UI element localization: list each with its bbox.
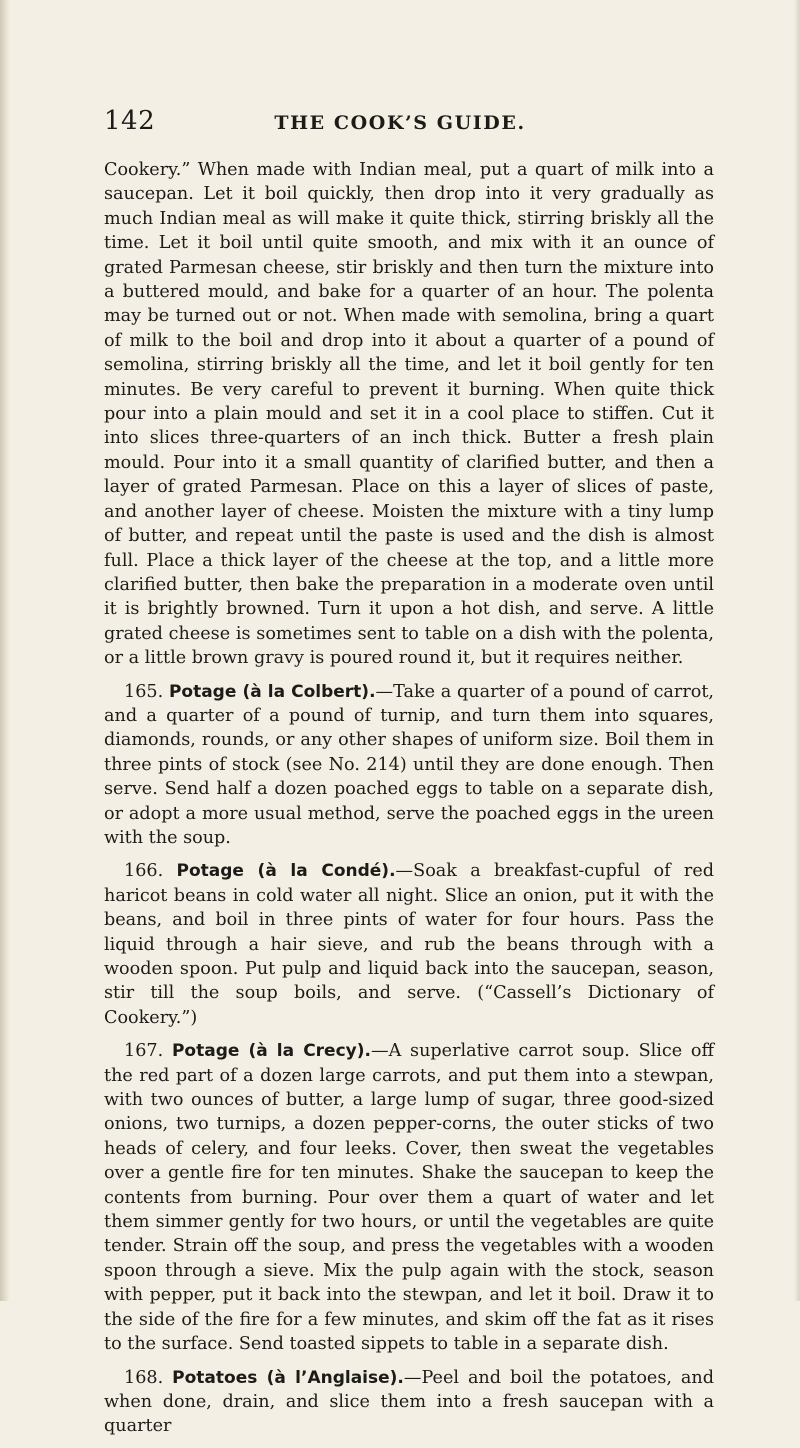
page-number: 142 — [104, 106, 156, 136]
recipe-entry-167 — [104, 1039, 714, 1356]
entry-text: —Peel and boil the potatoes, and when done, drain, and slice them into a fresh saucepan with a quarter — [104, 1367, 714, 1437]
entry-number: 168. — [124, 1367, 164, 1388]
entry-title: Potatoes (à l’Anglaise). — [172, 1367, 404, 1388]
entry-number: 167. — [124, 1041, 164, 1062]
page-edge — [794, 0, 800, 1301]
entry-text: —A superlative carrot soup. Slice off the red part of a dozen large carrots, and put them into a stewpan, with two ounces of butter, a large lump of sugar, three good-sized onions, two turnips, a dozen pepper-corns, the outer sticks of two heads of celery, and four leeks. Cover, then sweat the vegetables over a gentle fire for ten minutes. Shake the saucepan to keep the contents from burning. Pour over them a quart of water and let them simmer gently for two hours, or until the vegetables are quite tender. Strain off the soup, and press the vegetables with a wooden spoon through a sieve. Mix the pulp again with the stock, season with pepper, put it back into the stewpan, and let it boil. Draw it to the side of the fire for a few minutes, and skim off the fat as it rises to the surface. Send toasted sippets to table in a separate dish. — [104, 1041, 715, 1355]
body-text — [104, 158, 714, 1448]
recipe-entry-165 — [104, 680, 714, 851]
entry-title: Potage (à la Colbert). — [168, 681, 376, 702]
entry-text: —Soak a breakfast-cupful of red haricot beans in cold water all night. Slice an onion, put it with the beans, and boil in three pints of water for four hours. Pass the liquid through a hair sieve, and rub the beans through with a wooden spoon. Put pulp and liquid back into the saucepan, season, stir till the soup boils, and serve. (“Cassell’s Dictionary of Cookery.”) — [104, 861, 715, 1028]
continuation-paragraph: Cookery.” When made with Indian meal, put a quart of milk into a saucepan. Let it boil quickly, then drop into it very gradually as much Indian meal as will make it quite thick, stirring briskly all the time. Let it boil until quite smooth, and mix with it an ounce of grated Parmesan cheese, stir briskly and then turn the mixture into a buttered mould, and bake for a quarter of an hour. The polenta may be turned out or not. When made with semolina, bring a quart of milk to the boil and drop into it about a quarter of a pound of semolina, stirring briskly all the time, and let it boil gently for ten minutes. Be very careful to prevent it burning. When quite thick pour into a plain mould and set it in a cool place to stiffen. Cut it into slices three-quarters of an inch thick. Butter a fresh plain mould. Pour into it a small quantity of clarified butter, and then a layer of grated Parmesan. Place on this a layer of slices of paste, and another layer of cheese. Moisten the mixture with a tiny lump of butter, and repeat until the paste is used and the dish is almost full. Place a thick layer of the cheese at the top, and a little more clarified butter, then bake the preparation in a moderate oven until it is brightly browned. Turn it upon a hot dish, and serve. A little grated cheese is sometimes sent to table on a dish with the polenta, or a little brown gravy is poured round it, but it requires neither. — [104, 160, 714, 669]
running-title: THE COOK’S GUIDE. — [274, 112, 526, 134]
entry-number: 166. — [124, 861, 164, 882]
recipe-entry-168 — [104, 1366, 714, 1439]
entry-title: Potage (à la Crecy). — [171, 1041, 371, 1062]
entry-title: Potage (à la Condé). — [176, 861, 396, 882]
book-gutter — [0, 0, 10, 1301]
page-header — [0, 106, 800, 146]
entry-number: 165. — [124, 681, 164, 702]
recipe-entry-166 — [104, 859, 714, 1030]
entry-text: —Take a quarter of a pound of carrot, and a quarter of a pound of turnip, and turn them into squares, diamonds, rounds, or any other shapes of uniform size. Boil them in three pints of stock (see No. 214) until they are done enough. Then serve. Send half a dozen poached eggs to table on a separate dish, or adopt a more usual method, serve the poached eggs in the ureen with the soup. — [104, 681, 714, 848]
